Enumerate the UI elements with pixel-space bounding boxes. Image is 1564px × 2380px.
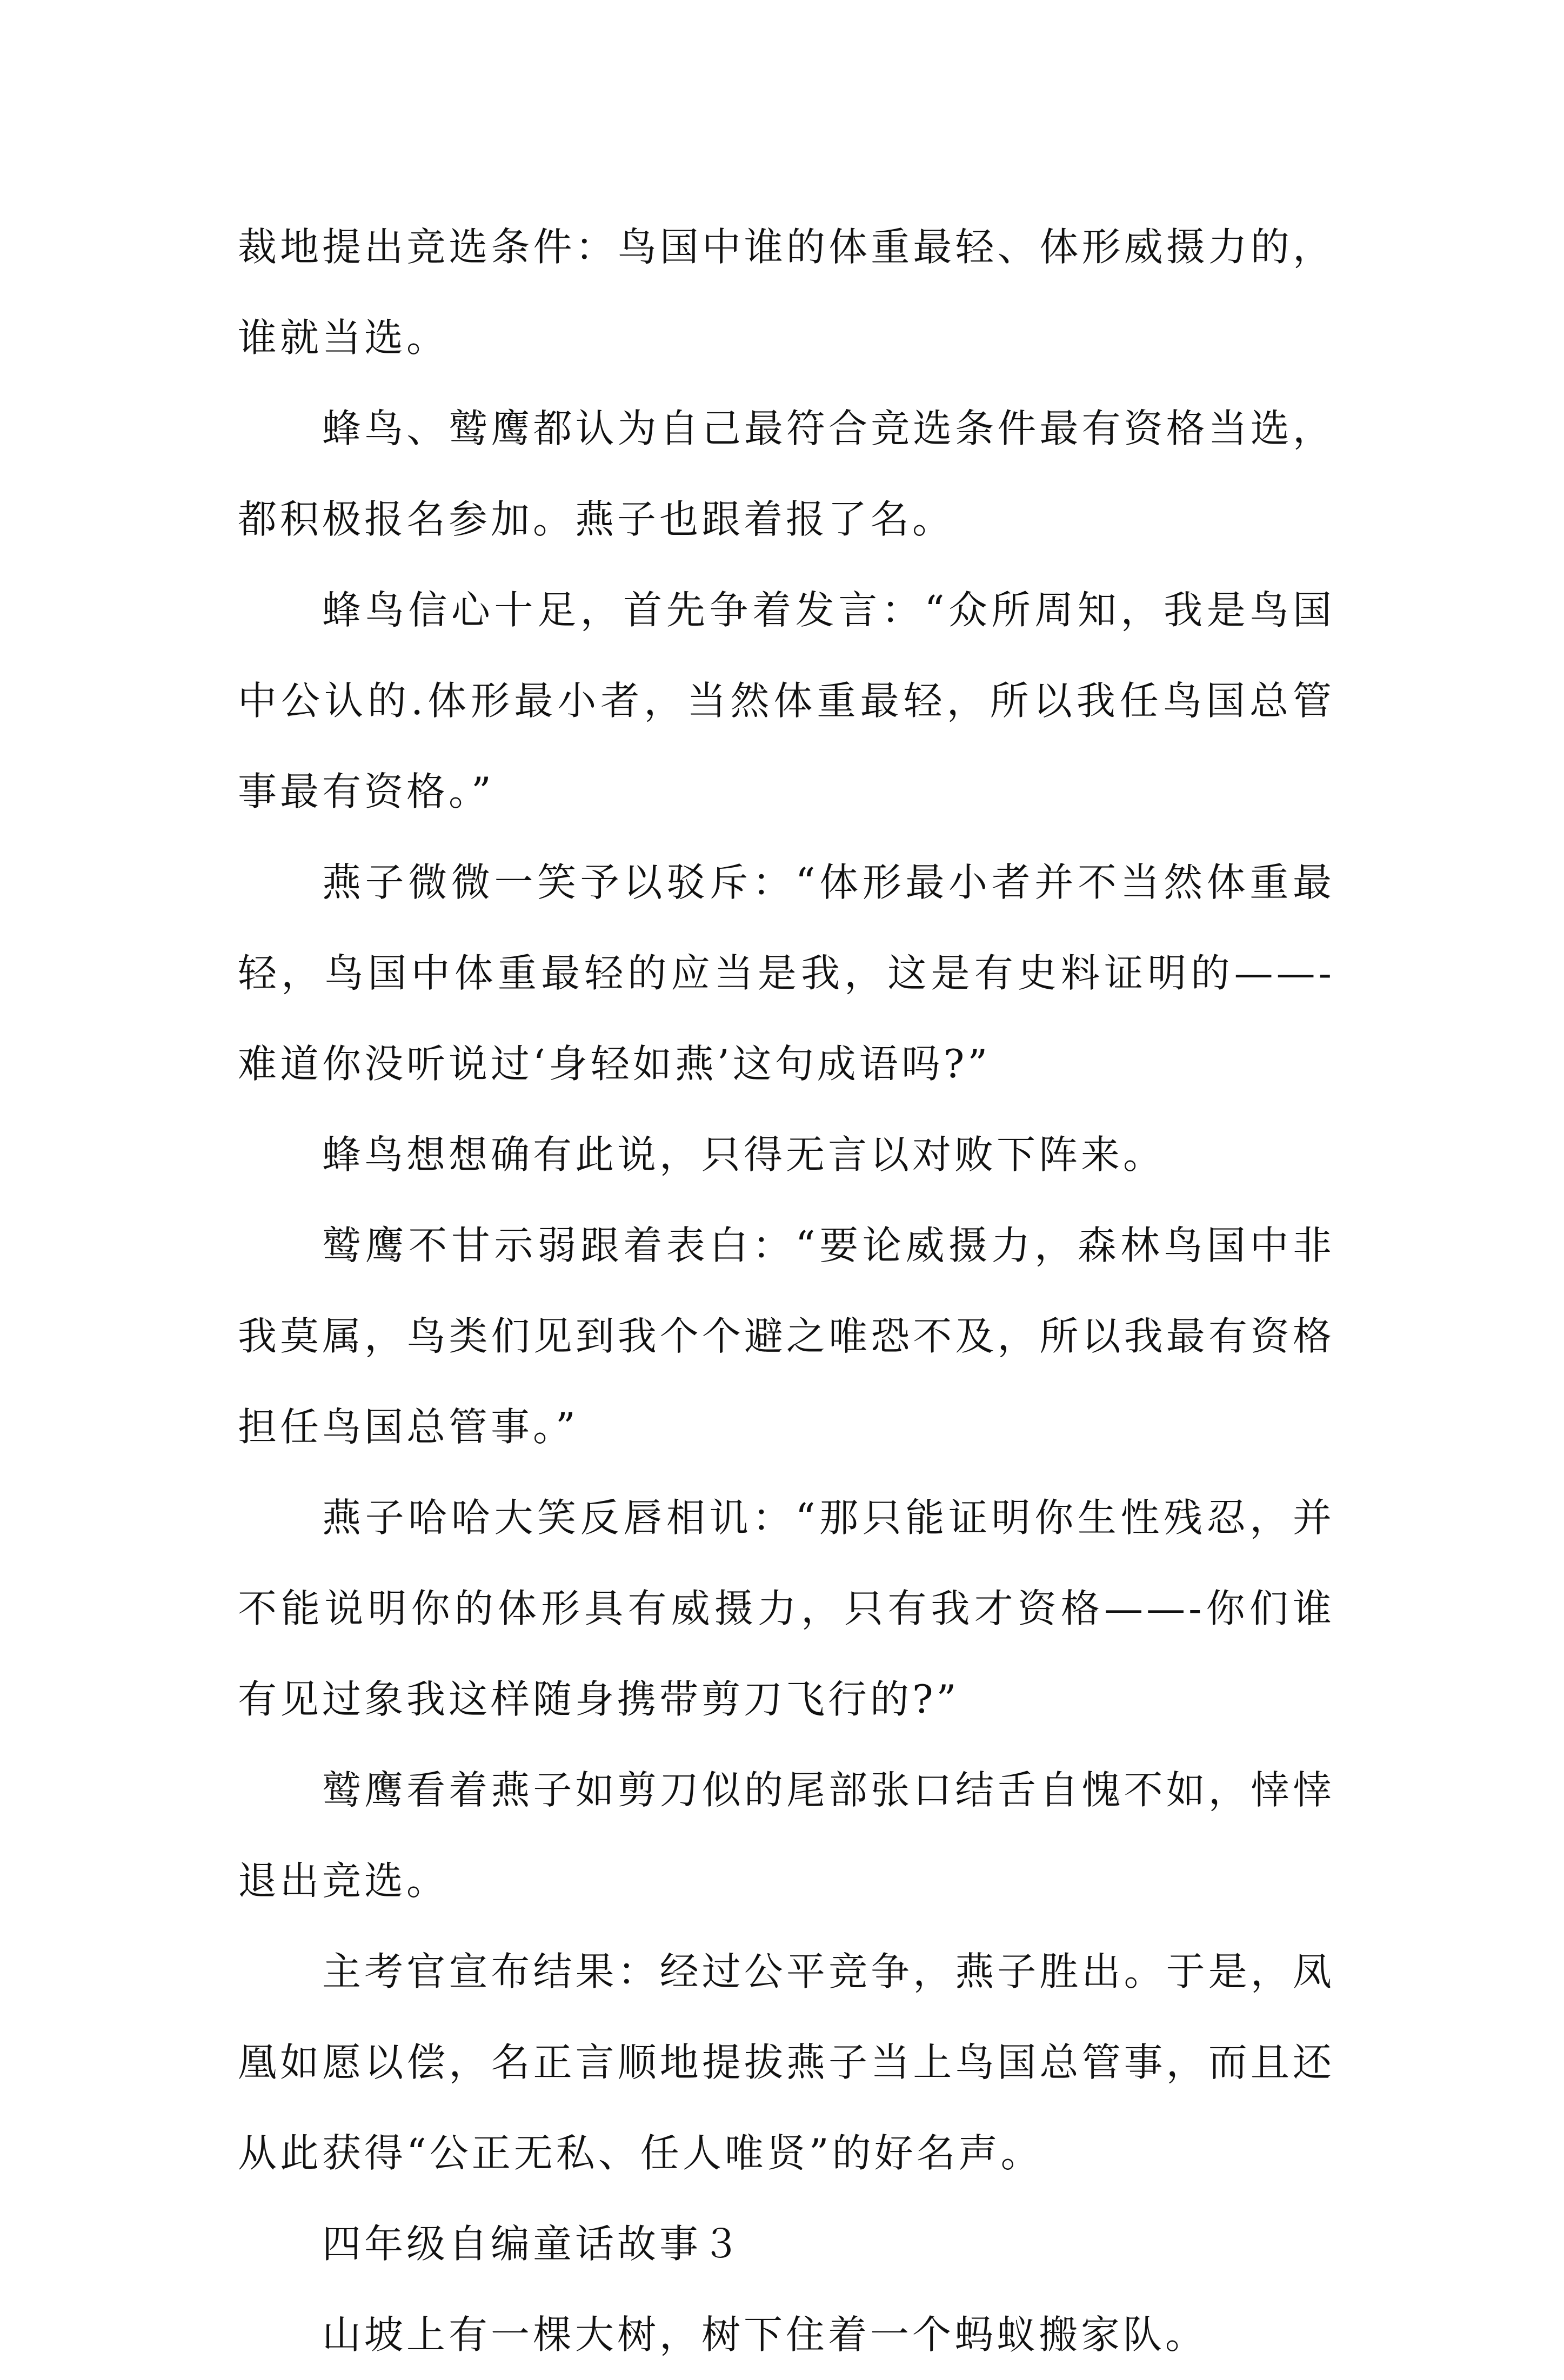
paragraph-1: 裁地提出竞选条件：鸟国中谁的体重最轻、体形威摄力的，谁就当选。 [238, 224, 1335, 360]
paragraph-4: 燕子微微一笑予以驳斥：“体形最小者并不当然体重最轻，鸟国中体重最轻的应当是我，这是有史料证明的——-难道你没听说过‘身轻如燕’这句成语吗?” [238, 860, 1335, 1087]
paragraph-10: 山坡上有一棵大树，树下住着一个蚂蚁搬家队。 [322, 2312, 1208, 2357]
paragraph-9: 主考官宣布结果：经过公平竞争，燕子胜出。于是，凤凰如愿以偿，名正言顺地提拔燕子当上鸟国总管事，而且还从此获得“公正无私、任人唯贤”的好名声。 [238, 1949, 1335, 2176]
section-heading: 四年级自编童话故事３ [322, 2221, 744, 2267]
paragraph-3: 蜂鸟信心十足，首先争着发言：“众所周知，我是鸟国中公认的.体形最小者，当然体重最轻，所以我任鸟国总管事最有资格。” [238, 587, 1335, 814]
paragraph-8: 鹫鹰看着燕子如剪刀似的尾部张口结舌自愧不如，悻悻退出竞选。 [238, 1767, 1335, 1903]
paragraph-2: 蜂鸟、鹫鹰都认为自己最符合竞选条件最有资格当选，都积极报名参加。燕子也跟着报了名。 [238, 406, 1335, 542]
paragraph-7: 燕子哈哈大笑反唇相讥：“那只能证明你生性残忍，并不能说明你的体形具有威摄力，只有我才资格——-你们谁有见过象我这样随身携带剪刀飞行的?” [238, 1495, 1335, 1722]
paragraph-6: 鹫鹰不甘示弱跟着表白：“要论威摄力，森林鸟国中非我莫属，鸟类们见到我个个避之唯恐不及，所以我最有资格担任鸟国总管事。” [238, 1223, 1335, 1450]
document-body [238, 202, 1335, 2380]
paragraph-5: 蜂鸟想想确有此说，只得无言以对败下阵来。 [322, 1132, 1166, 1177]
